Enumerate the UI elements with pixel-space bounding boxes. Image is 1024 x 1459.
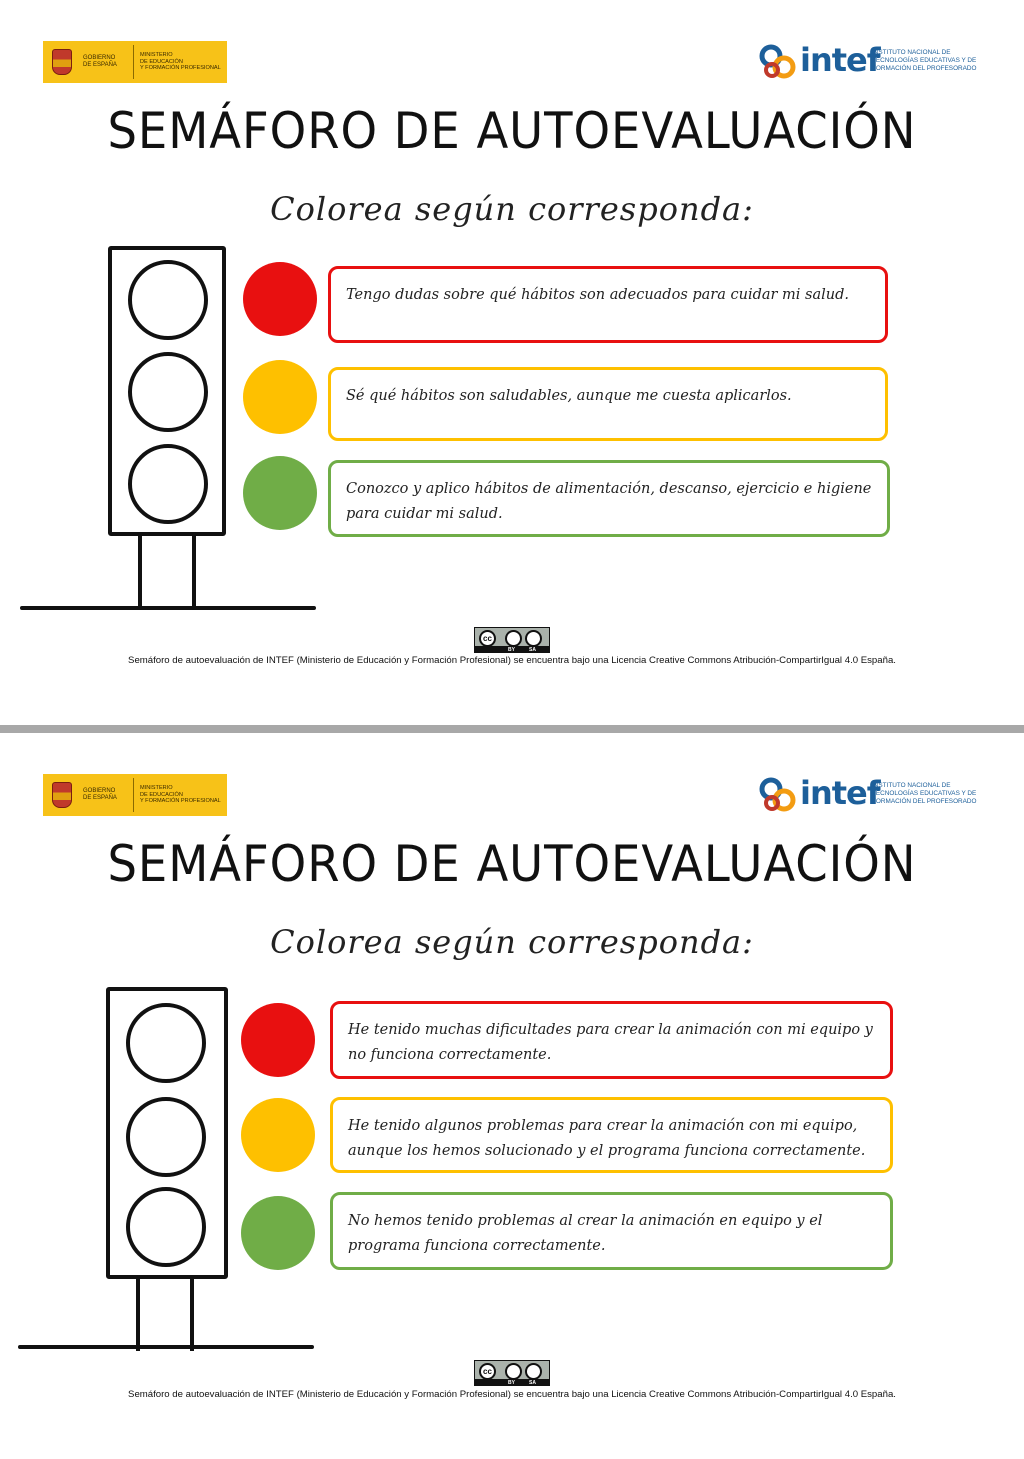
sa-label: SA	[529, 1380, 536, 1386]
ground-line	[20, 606, 316, 610]
gobierno-line-1: GOBIERNO	[83, 55, 116, 61]
ground-line	[18, 1345, 314, 1349]
intef-inst-line-1: INSTITUTO NACIONAL DE	[872, 49, 951, 56]
traffic-light-lamp-top[interactable]	[126, 1003, 206, 1083]
sa-circle	[525, 1363, 542, 1380]
by-label: BY	[508, 647, 515, 653]
traffic-light-post	[136, 1279, 194, 1351]
traffic-light-housing	[108, 246, 226, 536]
yellow-dot	[241, 1098, 315, 1172]
traffic-light-housing	[106, 987, 228, 1279]
intef-knot-icon	[758, 43, 798, 81]
page-title: SEMÁFORO DE AUTOEVALUACIÓN	[107, 835, 917, 893]
intef-inst-line-2: TECNOLOGÍAS EDUCATIVAS Y DE	[872, 57, 977, 64]
ministry-line-1: MINISTERIO	[140, 785, 173, 792]
intef-logo	[758, 774, 983, 816]
license-text: Semáforo de autoevaluación de INTEF (Ministerio de Educación y Formación Profesional) se encuentra bajo una Licencia Creative Commons Atribución-CompartirIgual 4.0 España.	[128, 1389, 896, 1400]
traffic-light-lamp-top[interactable]	[128, 260, 208, 340]
page-title: SEMÁFORO DE AUTOEVALUACIÓN	[107, 102, 917, 160]
intef-wordmark: intef	[800, 774, 880, 812]
cc-circle: cc	[479, 1363, 496, 1380]
intef-inst-line-3: FORMACIÓN DEL PROFESORADO	[872, 65, 977, 72]
level-red-text: He tenido muchas dificultades para crear la animación con mi equipo y no funciona correctamente.	[348, 1022, 873, 1063]
red-dot	[241, 1003, 315, 1077]
coat-of-arms-icon	[43, 774, 81, 816]
ministry-line-3: Y FORMACIÓN PROFESIONAL	[140, 798, 221, 805]
intef-knot-icon	[758, 776, 798, 814]
level-green-box	[328, 460, 890, 537]
traffic-light-lamp-middle[interactable]	[126, 1097, 206, 1177]
level-green-box	[330, 1192, 893, 1270]
intef-inst-line-2: TECNOLOGÍAS EDUCATIVAS Y DE	[872, 790, 977, 797]
red-dot	[243, 262, 317, 336]
sa-circle	[525, 630, 542, 647]
yellow-dot	[243, 360, 317, 434]
intef-wordmark: intef	[800, 41, 880, 79]
worksheet-page-2	[0, 733, 1024, 1459]
gobierno-line-2: DE ESPAÑA	[83, 62, 117, 68]
level-yellow-box	[330, 1097, 893, 1173]
cc-by-sa-icon[interactable]	[474, 627, 550, 653]
worksheet-page-1	[0, 0, 1024, 726]
ministry-line-3: Y FORMACIÓN PROFESIONAL	[140, 65, 221, 72]
sa-label: SA	[529, 647, 536, 653]
by-circle	[505, 1363, 522, 1380]
traffic-light-lamp-middle[interactable]	[128, 352, 208, 432]
green-dot	[243, 456, 317, 530]
level-yellow-text: Sé qué hábitos son saludables, aunque me cuesta aplicarlos.	[346, 388, 792, 404]
by-label: BY	[508, 1380, 515, 1386]
level-green-text: Conozco y aplico hábitos de alimentación, descanso, ejercicio e higiene para cuidar mi salud.	[346, 481, 872, 522]
ministry-line-1: MINISTERIO	[140, 52, 173, 59]
level-green-text: No hemos tenido problemas al crear la animación en equipo y el programa funciona correctamente.	[348, 1213, 823, 1254]
license-text: Semáforo de autoevaluación de INTEF (Ministerio de Educación y Formación Profesional) se encuentra bajo una Licencia Creative Commons Atribución-CompartirIgual 4.0 España.	[128, 655, 896, 666]
level-yellow-text: He tenido algunos problemas para crear la animación con mi equipo, aunque los hemos solucionado y el programa funciona correctamente.	[348, 1118, 866, 1159]
green-dot	[241, 1196, 315, 1270]
gobierno-line-1: GOBIERNO	[83, 788, 116, 794]
gobierno-logo	[43, 41, 227, 83]
intef-logo	[758, 41, 983, 83]
ministry-line-2: DE EDUCACIÓN	[140, 58, 183, 65]
intef-inst-line-1: INSTITUTO NACIONAL DE	[872, 782, 951, 789]
gobierno-line-2: DE ESPAÑA	[83, 795, 117, 801]
page-divider	[0, 725, 1024, 733]
cc-by-sa-icon[interactable]	[474, 1360, 550, 1386]
traffic-light-lamp-bottom[interactable]	[128, 444, 208, 524]
ministry-line-2: DE EDUCACIÓN	[140, 791, 183, 798]
level-yellow-box	[328, 367, 888, 441]
intef-inst-line-3: FORMACIÓN DEL PROFESORADO	[872, 798, 977, 805]
by-circle	[505, 630, 522, 647]
traffic-light-lamp-bottom[interactable]	[126, 1187, 206, 1267]
traffic-light-post	[138, 536, 196, 608]
page-subtitle: Colorea según corresponda:	[270, 923, 754, 961]
level-red-box	[330, 1001, 893, 1079]
coat-of-arms-icon	[43, 41, 81, 83]
gobierno-logo	[43, 774, 227, 816]
cc-circle: cc	[479, 630, 496, 647]
page-subtitle: Colorea según corresponda:	[270, 190, 754, 228]
level-red-box	[328, 266, 888, 343]
level-red-text: Tengo dudas sobre qué hábitos son adecuados para cuidar mi salud.	[346, 287, 849, 303]
